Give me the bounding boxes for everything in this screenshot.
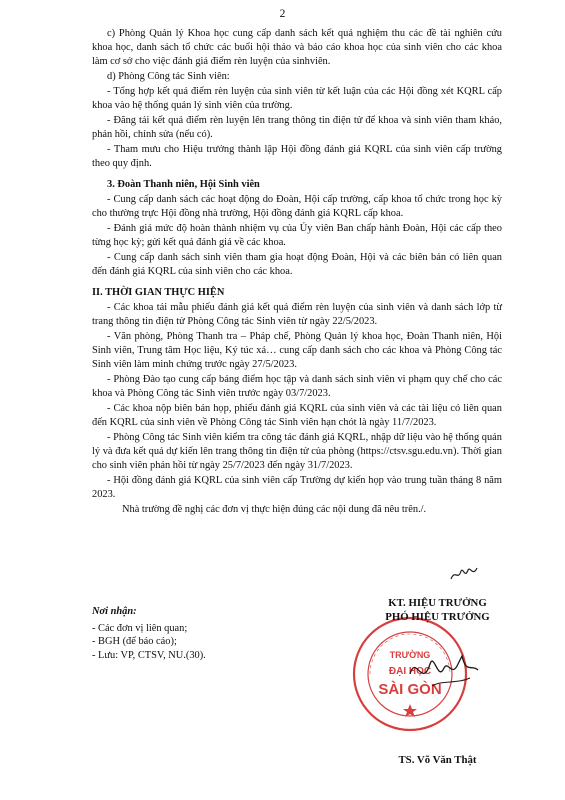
body-paragraph: - Tổng hợp kết quả điểm rèn luyện của sinh viên từ kết luận của các Hội đồng xét KQRL cấp khoa vào hệ thống quản lý sinh viên của trường. [92, 86, 502, 111]
body-paragraph: - Cung cấp danh sách các hoạt động do Đoàn, Hội cấp trường, cấp khoa tổ chức trong học kỳ cho thường trực Hội đồng nhà trường, Hội đồng đánh giá KQRL cấp khoa. [92, 194, 502, 219]
body-paragraph: - Đăng tải kết quả điểm rèn luyện lên trang thông tin điện tử để khoa và sinh viên tham khảo, phản hồi, chỉnh sửa (nếu có). [92, 115, 502, 140]
body-paragraph: c) Phòng Quản lý Khoa học cung cấp danh sách kết quả nghiệm thu các đề tài nghiên cứu khoa học, danh sách tổ chức các buổi hội thảo và báo cáo khoa học của sinh viên cho các khoa làm cơ sở cho việc đánh giá điểm rèn luyện của sinhviên. [92, 28, 502, 67]
body-paragraph: - Hội đồng đánh giá KQRL của sinh viên cấp Trường dự kiến họp vào trung tuần tháng 8 năm 2023. [92, 475, 502, 500]
recipient-item: - Lưu: VP, CTSV, NU.(30). [92, 649, 206, 661]
signature-title: KT. HIỆU TRƯỞNG [388, 597, 487, 609]
body-paragraph: d) Phòng Công tác Sinh viên: [107, 71, 230, 82]
recipients-title: Nơi nhận: [92, 606, 137, 617]
seal-text-bottom: SÀI GÒN [378, 681, 442, 698]
seal-text-top: TRƯỜNG [389, 650, 431, 660]
seal-text-mid: ĐẠI HỌC [388, 666, 432, 677]
body-paragraph: - Tham mưu cho Hiệu trưởng thành lập Hội đồng đánh giá KQRL của sinh viên cấp trường theo quy định. [92, 144, 502, 169]
body-paragraph: - Phòng Công tác Sinh viên kiểm tra công tác đánh giá KQRL, nhập dữ liệu vào hệ thống quản lý và đưa kết quả dự kiến lên trang thông tin điện tử của phòng (https://ctsv.sgu.edu.vn). Thời gian cho sinh viên phản hồi từ ngày 25/7/2023 đến ngày 31/7/2023. [92, 432, 502, 471]
document-body [92, 27, 502, 518]
recipients-block [92, 605, 312, 662]
body-paragraph: - Đánh giá mức độ hoàn thành nhiệm vụ của Ủy viên Ban chấp hành Đoàn, Hội các cấp theo từng học kỳ; gửi kết quả đánh giá về các khoa. [92, 223, 502, 248]
body-paragraph: - Các khoa nộp biên bản họp, phiếu đánh giá KQRL của sinh viên và các tài liệu có liên quan đến KQRL của sinh viên về Phòng Công tác Sinh viên hạn chót là ngày 11/7/2023. [92, 403, 502, 428]
signature-subtitle: PHÓ HIỆU TRƯỞNG [385, 611, 490, 623]
body-paragraph: 3. Đoàn Thanh niên, Hội Sinh viên [107, 179, 260, 190]
handwritten-signature [402, 634, 492, 704]
page-number: 2 [279, 8, 286, 20]
body-paragraph: - Cung cấp danh sách sinh viên tham gia hoạt động Đoàn, Hội và các biên bản có liên quan đến đánh giá KQRL của sinh viên cho các khoa. [92, 252, 502, 277]
body-paragraph: - Văn phòng, Phòng Thanh tra – Pháp chế, Phòng Quản lý khoa học, Đoàn Thanh niên, Hội Sinh viên, Trung tâm Học liệu, Ký túc xá… cung cấp danh sách cho các khoa và Phòng Công tác Sinh viên làm minh chứng trước ngày 27/5/2023. [92, 331, 502, 370]
body-paragraph: II. THỜI GIAN THỰC HIỆN [92, 287, 225, 298]
recipient-item: - Các đơn vị liên quan; [92, 622, 188, 634]
recipient-item: - BGH (để báo cáo); [92, 636, 177, 647]
body-paragraph: - Phòng Đào tạo cung cấp bảng điểm học tập và danh sách sinh viên vi phạm quy chế cho các khoa và Phòng Công tác Sinh viên trước ngày 03/7/2023. [92, 374, 502, 399]
signer-name: TS. Võ Văn Thật [398, 754, 477, 766]
body-paragraph: Nhà trường đề nghị các đơn vị thực hiện đúng các nội dung đã nêu trên./. [122, 504, 427, 515]
signature-block [340, 596, 535, 766]
body-paragraph: - Các khoa tải mẫu phiếu đánh giá kết quả điểm rèn luyện của sinh viên và danh sách lớp từ trang thông tin điện tử Phòng Công tác Sinh viên từ ngày 22/5/2023. [92, 302, 502, 327]
initial-mark [449, 565, 479, 583]
